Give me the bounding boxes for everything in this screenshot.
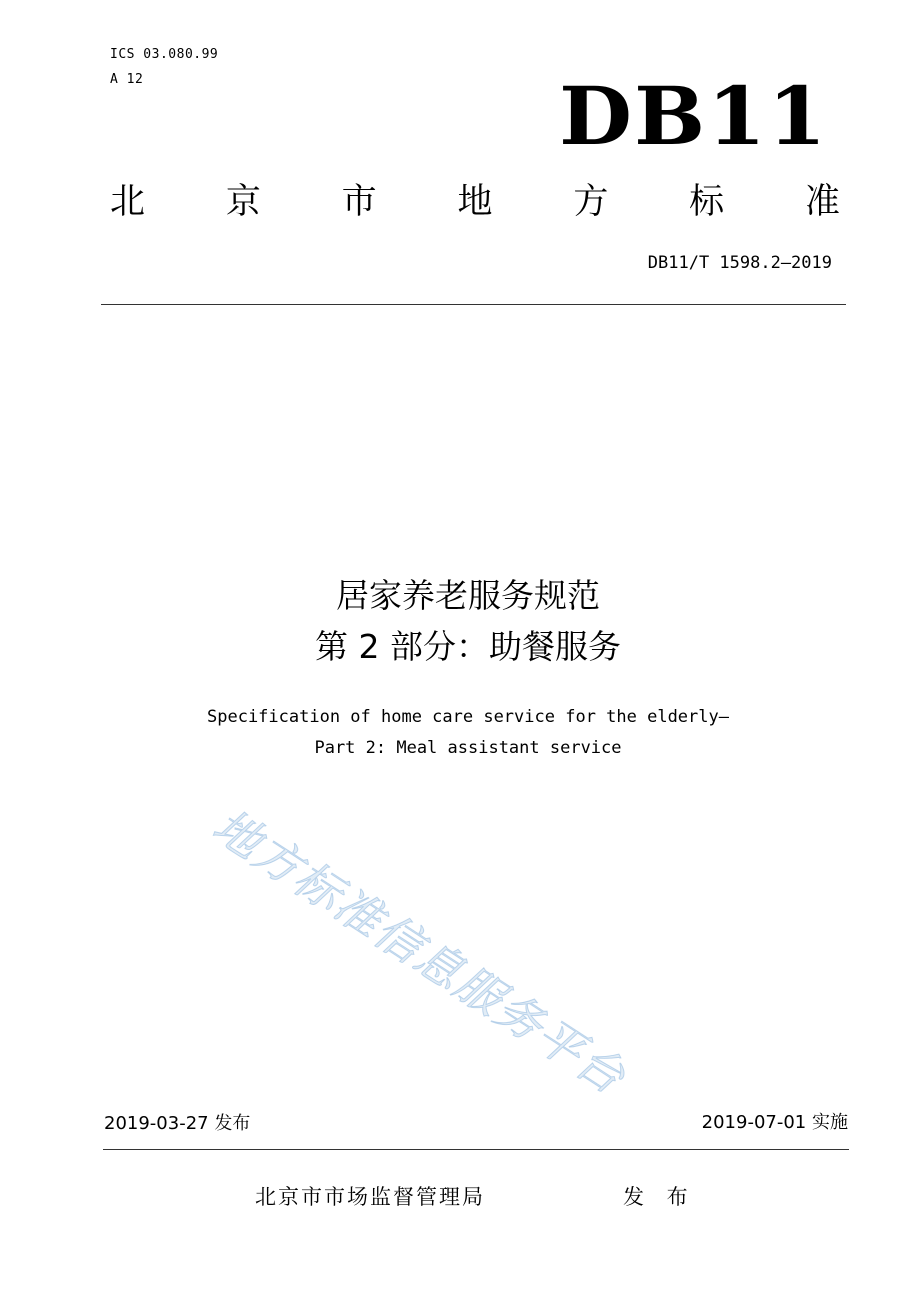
title-english-line-2: Part 2: Meal assistant service [314, 738, 622, 758]
db-logo: DB11 [558, 69, 828, 163]
title-chinese-line-2: 第 2 部分：助餐服务 [315, 627, 621, 666]
top-divider [101, 304, 846, 305]
standard-type [110, 180, 840, 224]
standard-type-char: 地 [457, 182, 493, 222]
standard-type-char: 北 [110, 182, 146, 222]
standard-type-char: 方 [573, 182, 609, 222]
implementation-date: 2019-07-01 实施 [701, 1112, 848, 1133]
standard-number: DB11/T 1598.2—2019 [647, 253, 832, 273]
standard-type-char: 标 [689, 182, 725, 222]
issue-date: 2019-03-27 发布 [104, 1113, 251, 1134]
bottom-divider [103, 1149, 849, 1150]
issue-label: 发 布 [623, 1185, 696, 1209]
standard-type-char: 准 [804, 182, 840, 222]
title-english-line-1: Specification of home care service for the elderly— [207, 707, 729, 727]
issuing-authority: 北京市市场监督管理局 [255, 1185, 485, 1209]
watermark: 地方标准信息服务平台 [203, 798, 636, 1106]
ics-code: ICS 03.080.99 [110, 47, 219, 62]
standard-type-char: 京 [225, 182, 261, 222]
standard-type-char: 市 [341, 182, 377, 222]
title-chinese-line-1: 居家养老服务规范 [336, 576, 600, 615]
ccs-code: A 12 [110, 72, 144, 87]
